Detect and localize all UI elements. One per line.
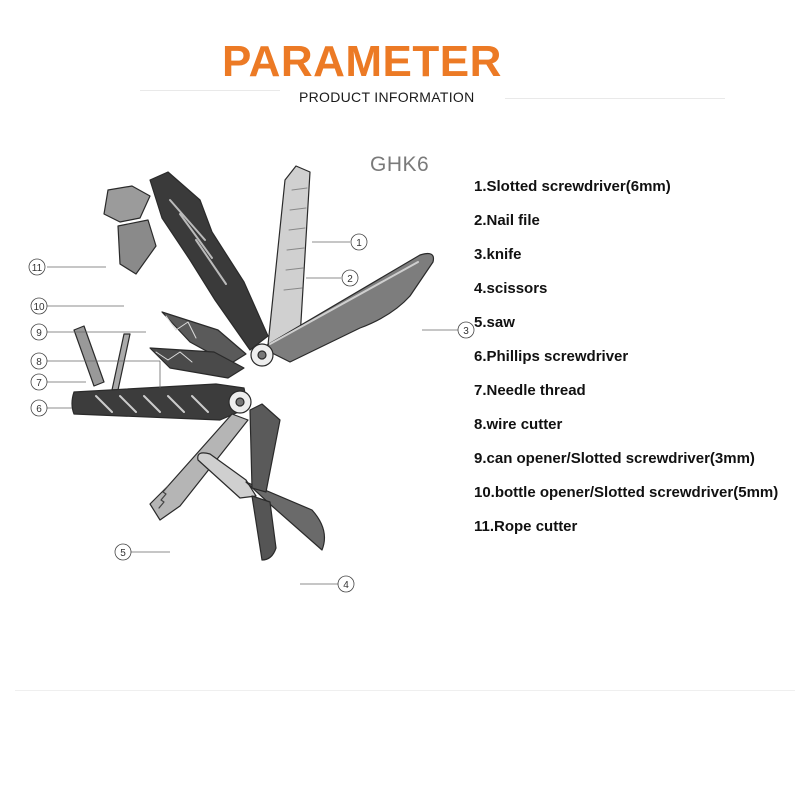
parts-list-item: 8.wire cutter [474, 416, 563, 433]
callout-9 [31, 324, 47, 340]
model-name: GHK6 [370, 153, 430, 176]
parts-list-item: 5.saw [474, 314, 515, 331]
parts-list-item: 1.Slotted screwdriver(6mm) [474, 178, 671, 195]
parts-list-item: 6.Phillips screwdriver [474, 348, 629, 365]
callout-11 [29, 259, 45, 275]
scissors-lever [250, 404, 280, 492]
svg-text:6: 6 [36, 404, 42, 415]
parts-list-item: 7.Needle thread [474, 382, 586, 399]
callout-3 [458, 322, 474, 338]
callout-6 [31, 400, 47, 416]
svg-text:1: 1 [356, 238, 362, 249]
scissors-handle [198, 453, 256, 498]
callout-10 [31, 298, 47, 314]
callout-7 [31, 374, 47, 390]
saw-blade [150, 414, 248, 520]
needle-tool [112, 334, 130, 390]
callout-4 [338, 576, 354, 592]
svg-text:5: 5 [120, 548, 126, 559]
callout-5 [115, 544, 131, 560]
lower-handle [72, 384, 248, 420]
parts-list-item: 3.knife [474, 246, 522, 263]
bottom-divider [15, 690, 795, 691]
callout-1 [351, 234, 367, 250]
upper-handle [150, 172, 268, 350]
svg-text:3: 3 [463, 326, 469, 337]
svg-text:10: 10 [33, 302, 45, 313]
nail-file-blade [268, 166, 310, 345]
parts-list-item: 11.Rope cutter [474, 518, 578, 535]
svg-text:4: 4 [343, 580, 349, 591]
svg-text:9: 9 [36, 328, 42, 339]
small-screwdriver [74, 326, 104, 386]
rope-cutter [104, 186, 150, 222]
callout-2 [342, 270, 358, 286]
multitool-illustration [72, 166, 433, 560]
parts-list-item: 9.can opener/Slotted screwdriver(3mm) [474, 450, 755, 467]
callout-8 [31, 353, 47, 369]
parts-list [474, 176, 778, 550]
bottle-opener [118, 220, 156, 274]
parts-list-item: 10.bottle opener/Slotted screwdriver(5mm) [474, 484, 779, 501]
svg-text:2: 2 [347, 274, 353, 285]
page-subtitle: PRODUCT INFORMATION [299, 89, 475, 105]
svg-text:8: 8 [36, 357, 42, 368]
svg-text:7: 7 [36, 378, 42, 389]
parts-list-item: 2.Nail file [474, 212, 540, 229]
svg-text:11: 11 [31, 263, 43, 274]
parts-list-item: 4.scissors [474, 280, 548, 297]
page-title: PARAMETER [222, 37, 502, 86]
